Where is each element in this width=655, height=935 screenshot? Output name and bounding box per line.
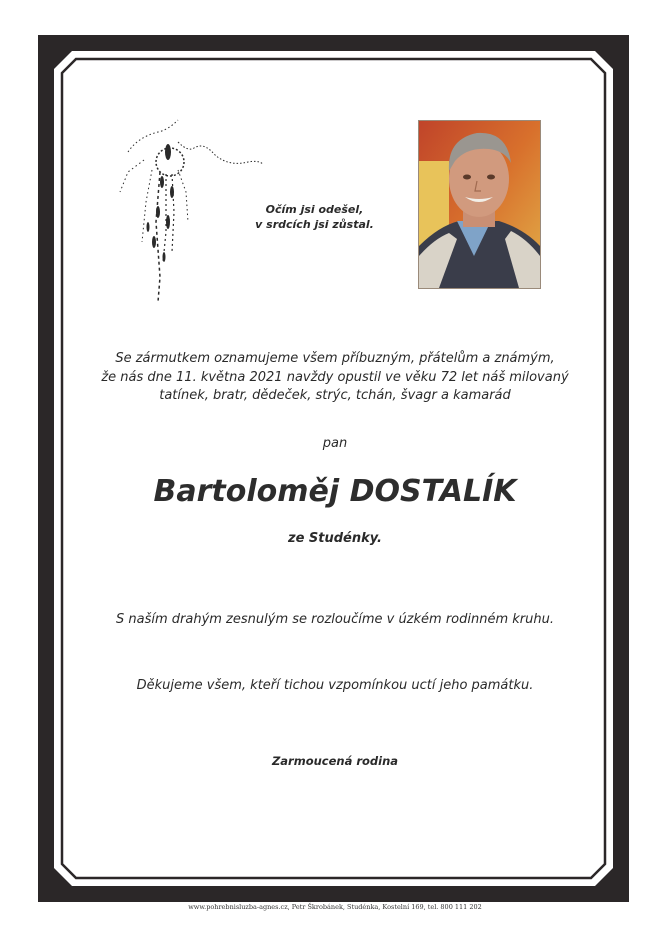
motto-line-1: Očím jsi odešel, <box>265 203 364 216</box>
thanks-text: Děkujeme všem, kteří tichou vzpomínkou uctí jeho památku. <box>136 678 534 693</box>
intro-line-1: Se zármutkem oznamujeme všem příbuzným, přátelům a známým, <box>115 351 555 366</box>
title-word: pan <box>322 436 348 451</box>
footer-contact: www.pohrebnisluzba-agnes.cz, Petr Škrobánek, Studénka, Kostelní 169, tel. 800 111 202 <box>188 903 482 911</box>
origin: ze Studénky. <box>288 531 382 546</box>
deceased-name: Bartoloměj DOSTALÍK <box>153 474 517 509</box>
intro-line-3: tatínek, bratr, dědeček, strýc, tchán, švagr a kamarád <box>159 388 511 403</box>
motto <box>232 202 397 232</box>
announcement-text <box>100 350 570 406</box>
signature: Zarmoucená rodina <box>271 754 399 768</box>
portrait-photo <box>418 120 541 289</box>
intro-line-2: že nás dne 11. května 2021 navždy opustil ve věku 72 let náš milovaný <box>101 369 569 385</box>
motto-line-2: v srdcích jsi zůstal. <box>255 218 374 231</box>
farewell-text: S naším drahým zesnulým se rozloučíme v úzkém rodinném kruhu. <box>116 612 554 627</box>
